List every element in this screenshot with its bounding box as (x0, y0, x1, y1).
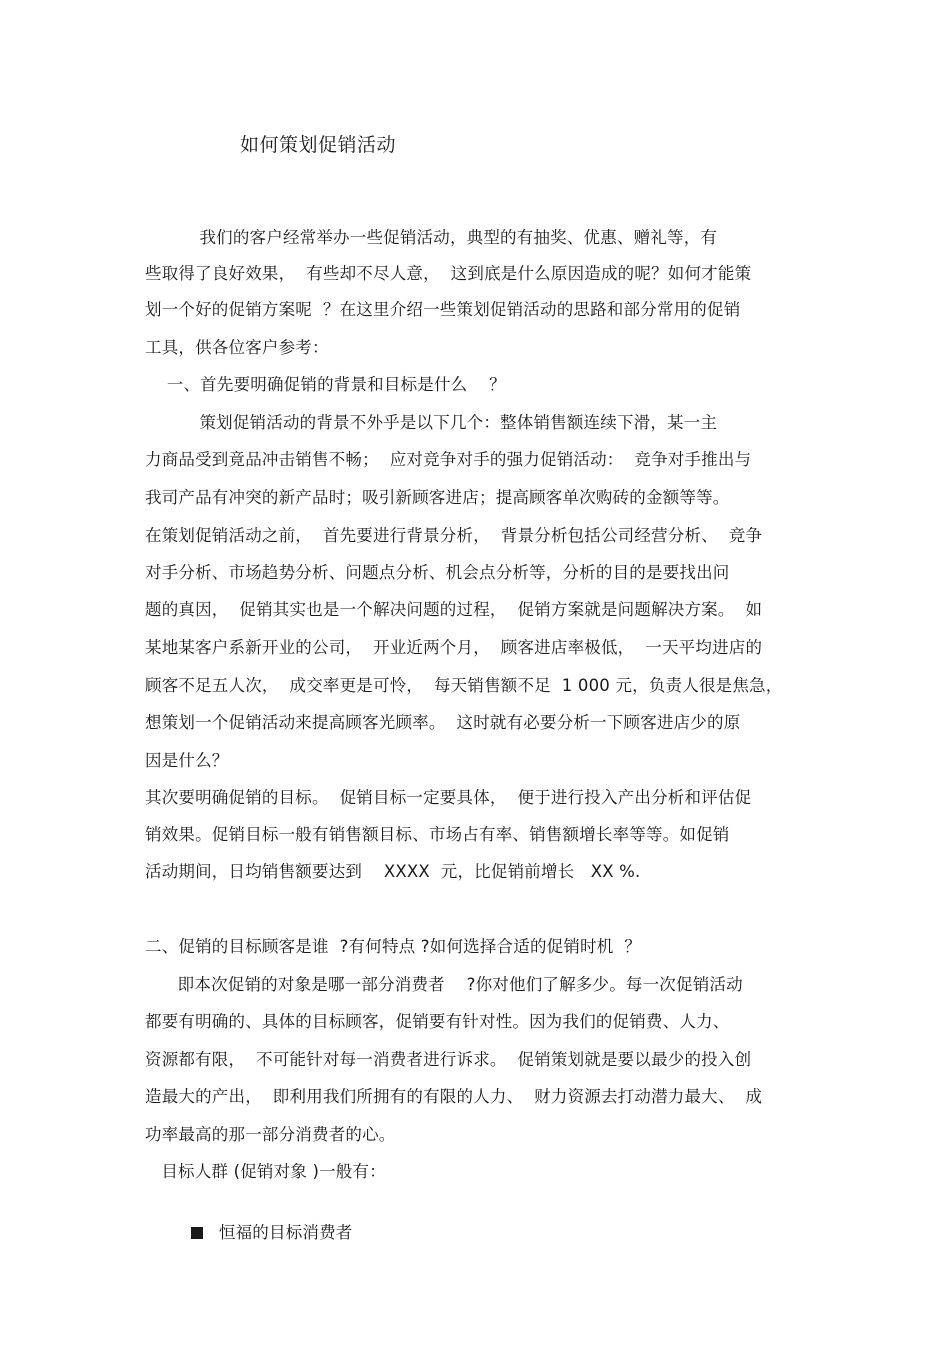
square-bullet-icon (191, 1227, 203, 1239)
paragraph-line: 功率最高的那一部分消费者的心。 (145, 1125, 396, 1144)
paragraph-line: 题的真因， 促销其实也是一个解决问题的过程， 促销方案就是问题解决方案。 如 (145, 600, 763, 619)
paragraph-line: 因是什么？ (145, 751, 229, 770)
paragraph-line: 些取得了良好效果， 有些却不尽人意， 这到底是什么原因造成的呢？如何才能策 (145, 264, 752, 283)
bullet-item (180, 1197, 353, 1245)
section-heading: 一、首先要明确促销的背景和目标是什么 ？ (145, 375, 506, 394)
paragraph-line: 即本次促销的对象是哪一部分消费者 ?你对他们了解多少。每一次促销活动 (145, 975, 743, 994)
paragraph-line: 活动期间，日均销售额要达到 XXXX 元，比促销前增长 XX %. (145, 862, 641, 881)
paragraph-line: 策划促销活动的背景不外乎是以下几个：整体销售额连续下滑，某一主 (145, 413, 718, 432)
page-title: 如何策划促销活动 (240, 134, 397, 156)
paragraph-line: 我司产品有冲突的新产品时；吸引新顾客进店；提高顾客单次购砖的金额等等。 (145, 488, 730, 507)
paragraph-line: 目标人群 (促销对象 )一般有： (145, 1162, 386, 1181)
paragraph-line: 资源都有限， 不可能针对每一消费者进行诉求。 促销策划就是要以最少的投入创 (145, 1050, 752, 1069)
section-heading: 二、促销的目标顾客是谁 ?有何特点 ?如何选择合适的促销时机 ？ (145, 937, 642, 956)
paragraph-line: 我们的客户经常举办一些促销活动，典型的有抽奖、优惠、赠礼等，有 (145, 228, 718, 247)
paragraph-line: 顾客不足五人次， 成交率更是可怜， 每天销售额不足 1 000 元，负责人很是焦急， (145, 676, 783, 695)
paragraph-line: 销效果。促销目标一般有销售额目标、市场占有率、销售额增长率等等。如促销 (145, 825, 730, 844)
paragraph-line: 对手分析、市场趋势分析、问题点分析、机会点分析等，分析的目的是要找出问 (145, 563, 730, 582)
paragraph-line: 造最大的产出， 即利用我们所拥有的有限的人力、 财力资源去打动潜力最大、 成 (145, 1087, 763, 1106)
paragraph-line: 划一个好的促销方案呢 ？在这里介绍一些策划促销活动的思路和部分常用的促销 (145, 300, 741, 319)
paragraph-line: 工具，供各位客户参考： (145, 338, 329, 357)
paragraph-line: 其次要明确促销的目标。 促销目标一定要具体， 便于进行投入产出分析和评估促 (145, 788, 752, 807)
paragraph-line: 都要有明确的、具体的目标顾客，促销要有针对性。因为我们的促销费、人力、 (145, 1012, 730, 1031)
paragraph-line: 力商品受到竟品冲击销售不畅； 应对竞争对手的强力促销活动： 竞争对手推出与 (145, 450, 752, 469)
bullet-item-text: 恒福的目标消费者 (218, 1223, 353, 1242)
paragraph-line: 某地某客户系新开业的公司， 开业近两个月， 顾客进店率极低， 一天平均进店的 (145, 638, 763, 657)
paragraph-line: 在策划促销活动之前， 首先要进行背景分析， 背景分析包括公司经营分析、 竞争 (145, 526, 763, 545)
paragraph-line: 想策划一个促销活动来提高顾客光顾率。 这时就有必要分析一下顾客进店少的原 (145, 713, 741, 732)
